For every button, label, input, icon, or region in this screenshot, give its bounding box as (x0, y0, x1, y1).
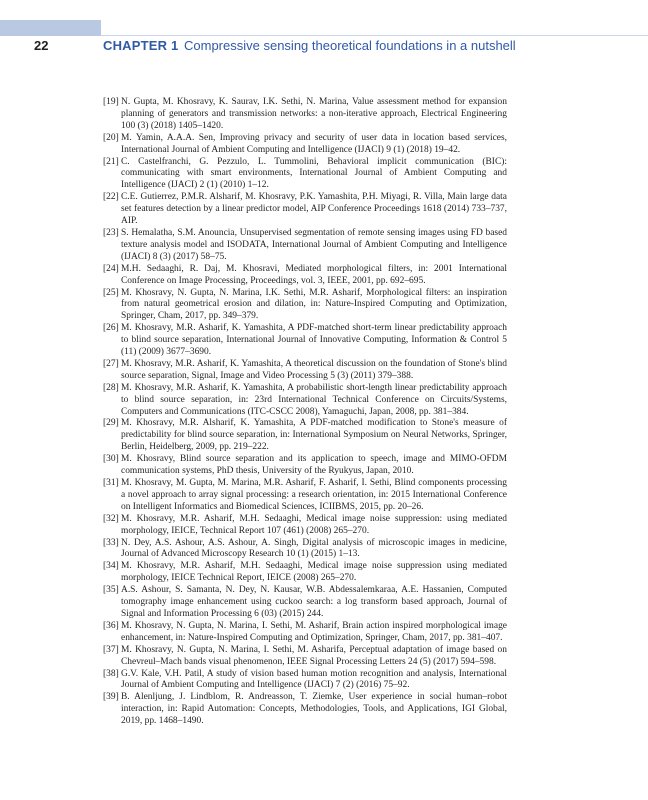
reference-number: [24] (103, 263, 119, 274)
reference-text: M. Khosravy, M.R. Asharif, M.H. Sedaaghi, Medical image noise suppression using mediated morphology, IEICE Technical Report, IEICE (2008) 265–270. (121, 561, 507, 584)
reference-text: M. Khosravy, M.R. Asharif, K. Yamashita, A probabilistic short-length linear predictability approach to blind source separation, in: 23rd International Technical Conference on Circuits/Systems, Computers and Communications (ITC-CSCC 2008), Yamaguchi, Japan, 2008, pp. 381–384. (121, 382, 507, 417)
reference-item (103, 692, 507, 728)
page-number: 22 (34, 38, 49, 53)
reference-item (103, 538, 507, 562)
reference-item (103, 514, 507, 538)
reference-number: [30] (103, 454, 119, 465)
reference-number: [38] (103, 668, 119, 679)
reference-item (103, 585, 507, 621)
reference-item (103, 669, 507, 693)
reference-number: [26] (103, 323, 119, 334)
reference-item (103, 418, 507, 454)
reference-text: M. Khosravy, M.R. Asharif, K. Yamashita, A theoretical discussion on the foundation of Stone's blind source separation, Signal, Image and Video Processing 5 (3) (2011) 379–388. (121, 358, 507, 381)
reference-item (103, 288, 507, 324)
reference-text: M. Khosravy, M.R. Asharif, M.H. Sedaaghi, Medical image noise suppression: using mediated morphology, IEICE, Technical Report 107 (461) (2008) 265–270. (121, 513, 507, 536)
reference-number: [36] (103, 620, 119, 631)
header-accent-bar (0, 20, 101, 36)
chapter-label: CHAPTER 1 (103, 38, 179, 53)
reference-text: N. Gupta, M. Khosravy, K. Saurav, I.K. Sethi, N. Marina, Value assessment method for expansion planning of generators and transmission networks: a non-iterative approach, Electrical Engineering 100 (3) (2018) 1405–1420. (121, 97, 507, 131)
reference-number: [31] (103, 478, 119, 488)
reference-text: M. Yamin, A.A.A. Sen, Improving privacy and security of user data in location based services, International Journal of Ambient Computing and Intelligence (IJACI) 9 (1) (2018) 19–42. (121, 132, 507, 155)
reference-item (103, 561, 507, 585)
reference-number: [20] (103, 132, 119, 143)
reference-number: [34] (103, 561, 119, 572)
reference-text: M. Khosravy, N. Gupta, N. Marina, I. Sethi, M. Asharifa, Perceptual adaptation of image based on Chevreul–Mach bands visual phenomenon, IEEE Signal Processing Letters 24 (5) (2017) 594–598. (121, 644, 507, 667)
reference-number: [22] (103, 192, 119, 203)
reference-item (103, 454, 507, 478)
reference-item (103, 359, 507, 383)
reference-text: C. Castelfranchi, G. Pezzulo, L. Tummolini, Behavioral implicit communication (BIC): communicating with smart environments, International Journal of Ambient Computing and Intelligence (IJACI) 2 (1) (2010) 1–12. (121, 156, 507, 191)
reference-text: M. Khosravy, M. Gupta, M. Marina, M.R. Asharif, F. Asharif, I. Sethi, Blind components processing a novel approach to array signal processing: a research orientation, in: 2015 International Conference on Intelligent Informatics and Biomedical Sciences, ICIIBMS, 2015, pp. 20–26. (121, 478, 507, 512)
reference-text: M. Khosravy, M.R. Alsharif, K. Yamashita, A PDF-matched modification to Stone's measure of predictability for blind source separation, in: International Symposium on Neural Networks, Springer, Berlin, Heidelberg, 2009, pp. 219–222. (121, 418, 507, 453)
running-head (34, 38, 516, 53)
reference-text: A.S. Ashour, S. Samanta, N. Dey, N. Kausar, W.B. Abdessalemkaraa, A.E. Hassanien, Computed tomography image enhancement using cuckoo search: a log transform based approach, Journal of Signal and Information Processing 6 (03) (2015) 244. (121, 585, 507, 619)
reference-item (103, 97, 507, 133)
reference-text: C.E. Gutierrez, P.M.R. Alsharif, M. Khosravy, P.K. Yamashita, P.H. Miyagi, R. Villa, Main large data set features detection by a linear predictor model, AIP Conference Proceedings 1618 (2014) 733–737, AIP. (121, 192, 507, 227)
reference-item (103, 323, 507, 359)
reference-list (103, 97, 507, 728)
reference-number: [37] (103, 644, 119, 655)
reference-text: S. Hemalatha, S.M. Anouncia, Unsupervised segmentation of remote sensing images using FD based texture analysis model and ISODATA, International Journal of Ambient Computing and Intelligence (IJACI) 8 (3) (2017) 58–75. (121, 227, 507, 262)
reference-text: M. Khosravy, Blind source separation and its application to speech, image and MIMO-OFDM communication systems, PhD thesis, University of the Ryukyus, Japan, 2010. (121, 454, 507, 477)
reference-number: [32] (103, 513, 119, 524)
reference-number: [19] (103, 97, 119, 107)
reference-item (103, 133, 507, 157)
reference-number: [29] (103, 418, 119, 429)
reference-item (103, 228, 507, 264)
reference-item (103, 645, 507, 669)
reference-number: [23] (103, 227, 119, 238)
reference-text: N. Dey, A.S. Ashour, A.S. Ashour, A. Singh, Digital analysis of microscopic images in medicine, Journal of Advanced Microscopy Research 10 (1) (2015) 1–13. (121, 537, 507, 560)
reference-item (103, 383, 507, 419)
reference-item (103, 621, 507, 645)
reference-item (103, 264, 507, 288)
reference-text: M. Khosravy, N. Gupta, N. Marina, I.K. Sethi, M.R. Asharif, Morphological filters: an inspiration from natural geometrical erosion and dilation, in: Nature-Inspired Computing and Optimization, Springer, Cham, 2017, pp. 349–379. (121, 287, 507, 322)
reference-number: [28] (103, 382, 119, 393)
reference-text: M. Khosravy, M.R. Asharif, K. Yamashita, A PDF-matched short-term linear predictability approach to blind source separation, International Journal of Innovative Computing, Information & Control 5 (11) (2009) 3677–3690. (121, 323, 507, 358)
reference-number: [27] (103, 358, 119, 369)
reference-text: M.H. Sedaaghi, R. Daj, M. Khosravi, Mediated morphological filters, in: 2001 International Conference on Image Processing, Proceedings, vol. 3, IEEE, 2001, pp. 692–695. (121, 263, 507, 286)
reference-text: M. Khosravy, N. Gupta, N. Marina, I. Sethi, M. Asharif, Brain action inspired morphological image enhancement, in: Nature-Inspired Computing and Optimization, Springer, Cham, 2017, pp. 381–407. (121, 620, 507, 643)
reference-number: [33] (103, 537, 119, 548)
reference-number: [21] (103, 156, 119, 167)
reference-item (103, 157, 507, 193)
chapter-title: Compressive sensing theoretical foundations in a nutshell (184, 38, 516, 53)
reference-number: [35] (103, 585, 119, 596)
header-rule (101, 35, 648, 36)
reference-number: [25] (103, 287, 119, 298)
reference-item (103, 478, 507, 514)
reference-text: B. Alenljung, J. Lindblom, R. Andreasson, T. Ziemke, User experience in social human–robot interaction, in: Rapid Automation: Concepts, Methodologies, Tools, and Applications, IGI Global, 2019, pp. 1468–1490. (121, 692, 507, 727)
reference-number: [39] (103, 692, 119, 703)
reference-item (103, 192, 507, 228)
reference-text: G.V. Kale, V.H. Patil, A study of vision based human motion recognition and analysis, International Journal of Ambient Computing and Intelligence (IJACI) 7 (2) (2016) 75–92. (121, 668, 507, 691)
